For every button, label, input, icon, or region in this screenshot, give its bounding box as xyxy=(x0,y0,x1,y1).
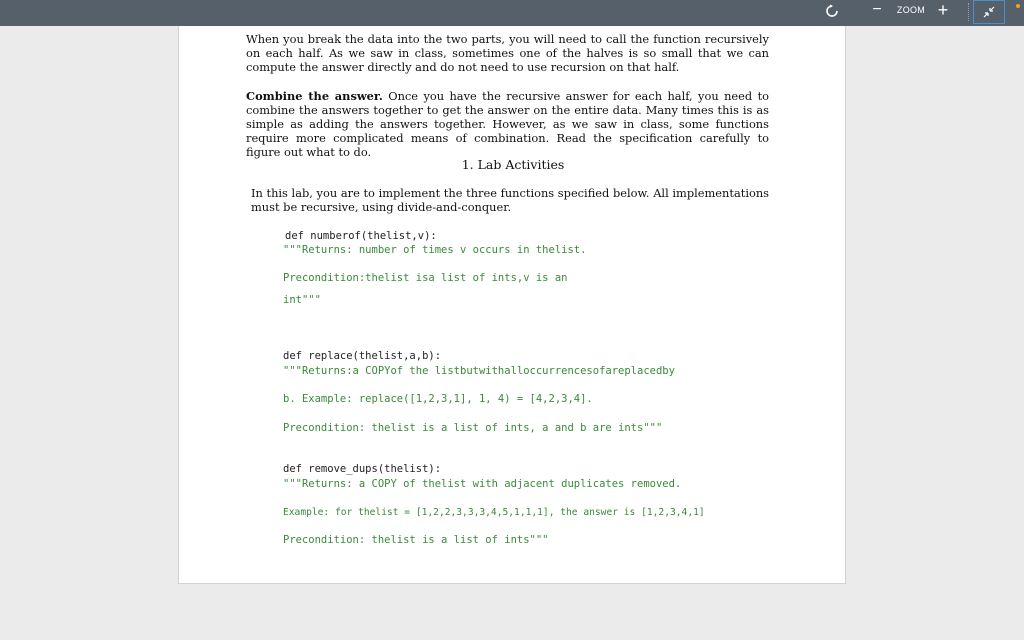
combine-heading: Combine the answer. xyxy=(246,89,383,103)
refresh-icon xyxy=(825,4,839,18)
function-def-replace: def replace(thelist,a,b): xyxy=(283,350,442,362)
paragraph-combine xyxy=(246,89,769,159)
docstring-line: Example: for thelist = [1,2,2,3,3,3,4,5,1,1,1], the answer is [1,2,3,4,1] xyxy=(283,507,705,518)
docstring-line: """Returns:a COPYof the listbutwithalloccurrencesofareplacedby xyxy=(283,365,675,377)
zoom-label: ZOOM xyxy=(896,5,926,15)
expand-button[interactable] xyxy=(973,0,1005,24)
function-def-numberof: def numberof(thelist,v): xyxy=(285,230,437,242)
toolbar-divider xyxy=(968,3,970,21)
docstring-line: """Returns: a COPY of thelist with adjacent duplicates removed. xyxy=(283,478,682,490)
docstring-line: Precondition:thelist isa list of ints,v is an xyxy=(283,272,568,284)
refresh-button[interactable] xyxy=(822,1,842,21)
section-heading: 1. Lab Activities xyxy=(461,157,565,172)
docstring-line: Precondition: thelist is a list of ints""" xyxy=(283,534,549,546)
docstring-line: Precondition: thelist is a list of ints, a and b are ints""" xyxy=(283,422,663,434)
paragraph-recursion: When you break the data into the two parts, you will need to call the function recursively on each half. As we saw in class, sometimes one of the halves is so small that we can compute the answer directly and do not need to use recursion on that half. xyxy=(246,32,769,74)
docstring-line: b. Example: replace([1,2,3,1], 1, 4) = [4,2,3,4]. xyxy=(283,393,593,405)
document-page xyxy=(178,26,846,584)
zoom-in-button[interactable]: + xyxy=(937,0,949,20)
function-def-remove-dups: def remove_dups(thelist): xyxy=(283,463,442,475)
viewer-toolbar xyxy=(0,0,1024,26)
docstring-line: int""" xyxy=(283,294,321,306)
paragraph-intro: In this lab, you are to implement the three functions specified below. All implementations must be recursive, using divide-and-conquer. xyxy=(251,186,769,214)
combine-text: Once you have the recursive answer for each half, you need to combine the answers together to get the answer on the entire data. Many times this is as simple as adding the answers together. However, as we saw in class, some functions require more complicated means of combination. Read the specification carefully to figure out what to do. xyxy=(246,89,770,159)
status-dot xyxy=(1016,4,1020,8)
collapse-arrows-icon xyxy=(983,6,995,18)
zoom-out-button[interactable]: − xyxy=(872,1,882,18)
docstring-line: """Returns: number of times v occurs in thelist. xyxy=(283,244,587,256)
